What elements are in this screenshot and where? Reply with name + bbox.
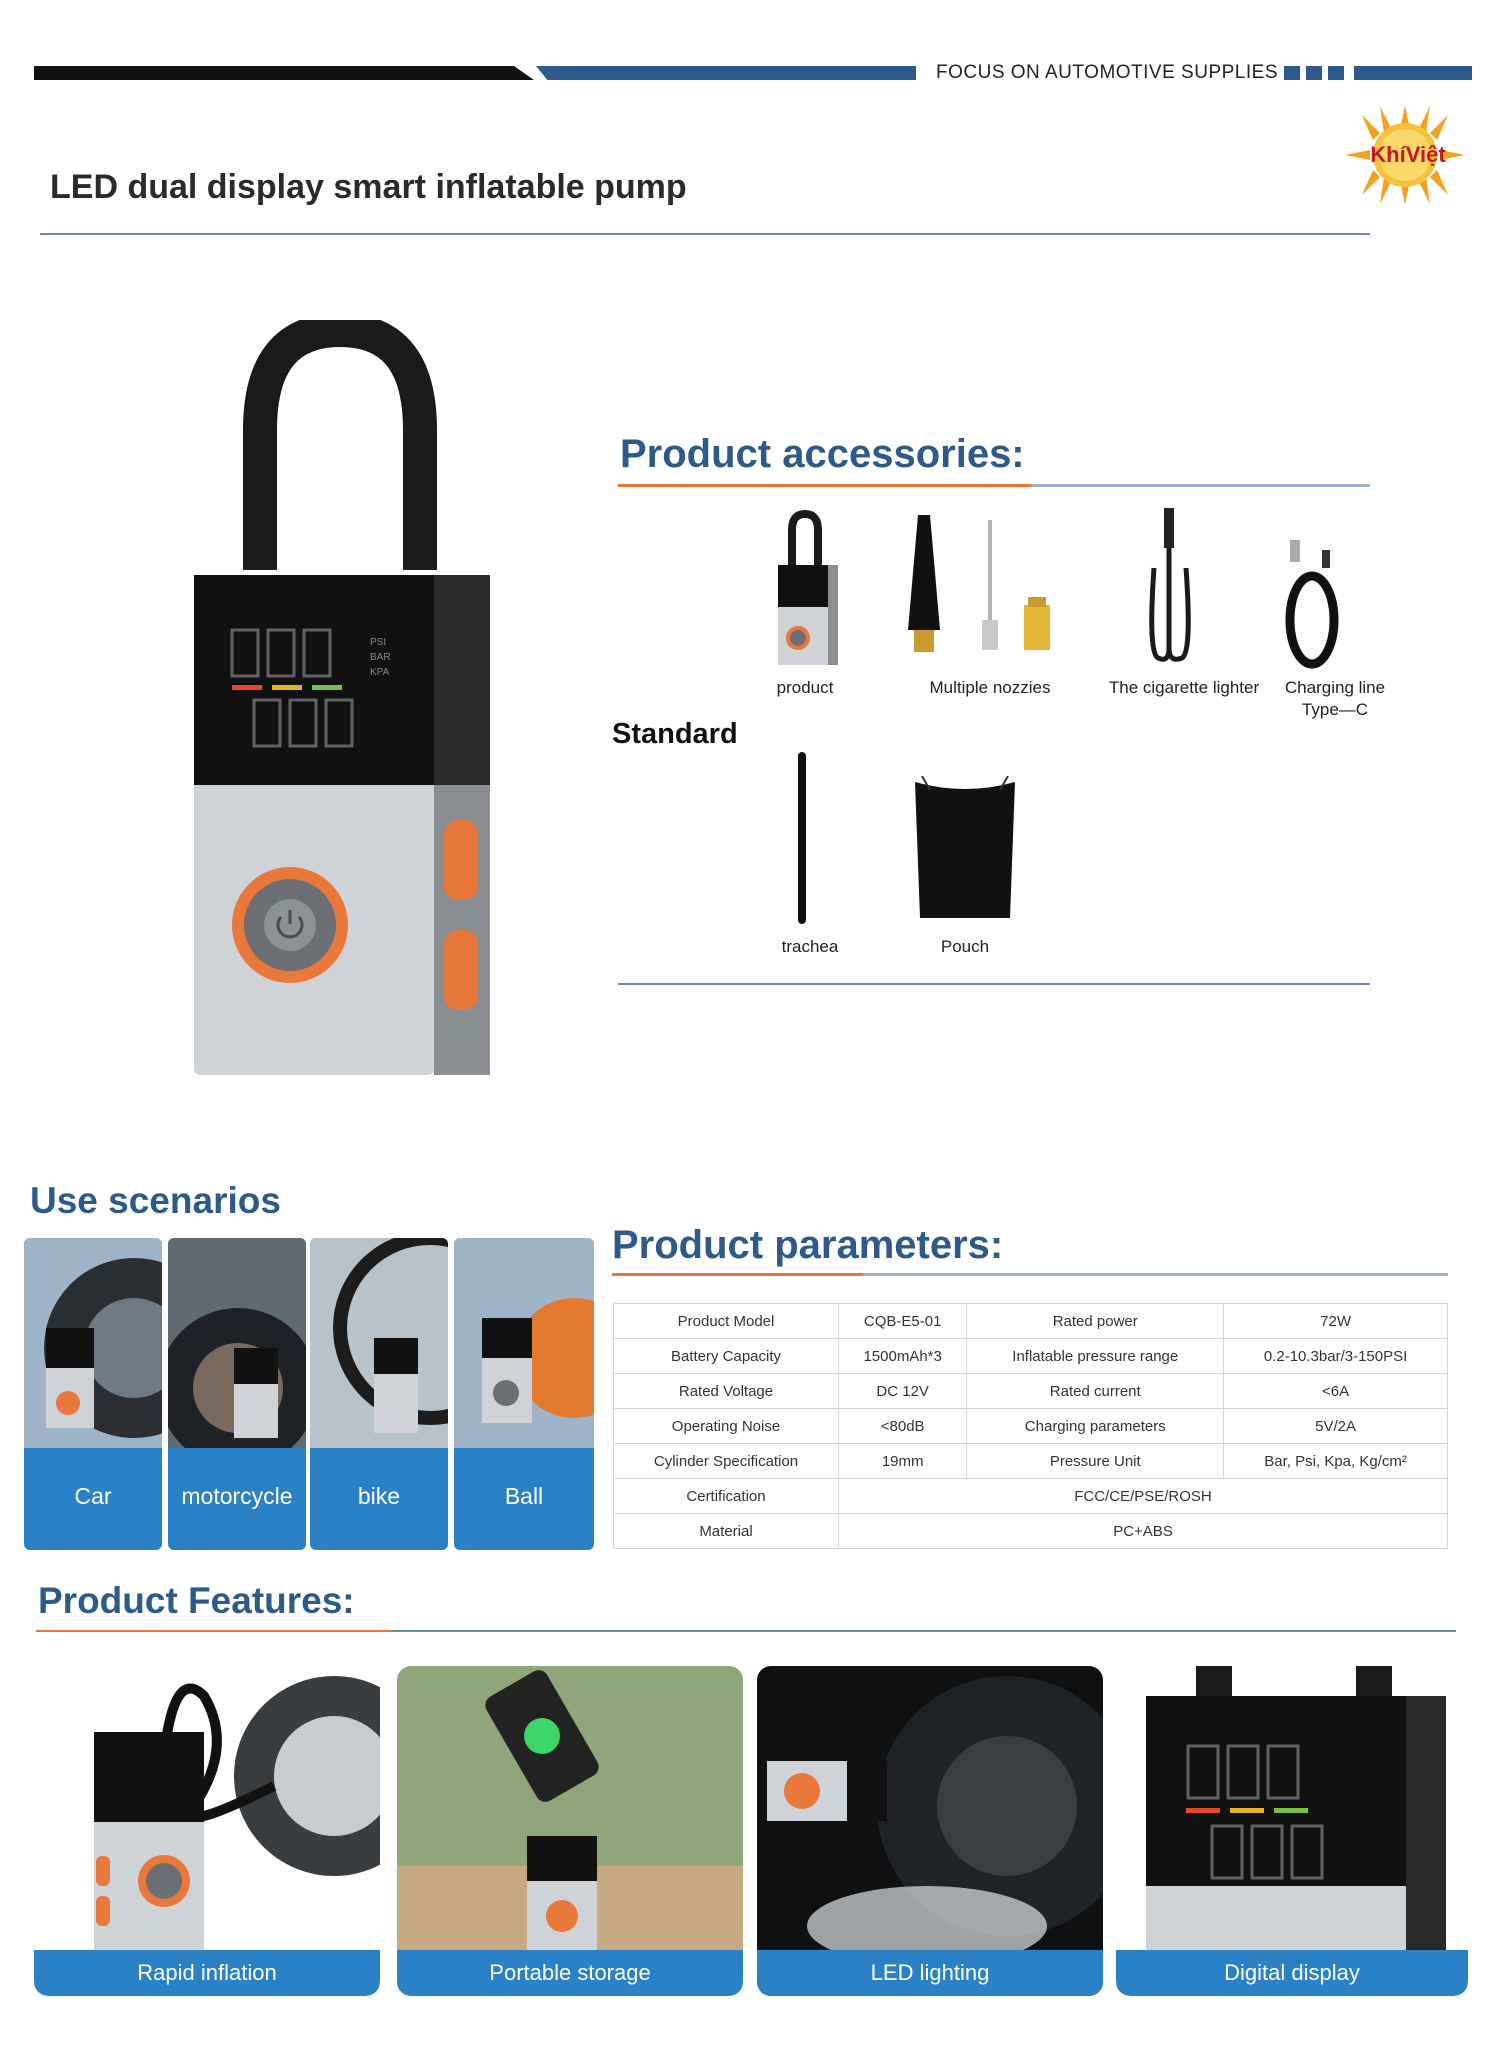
header-tagline: FOCUS ON AUTOMOTIVE SUPPLIES: [936, 62, 1278, 83]
feature-label-rapid-inflation: Rapid inflation: [34, 1950, 380, 1996]
header-band-black: [34, 66, 534, 80]
logo-text: KhíViệt: [1370, 142, 1446, 167]
table-cell: 0.2-10.3bar/3-150PSI: [1224, 1339, 1448, 1374]
table-cell: <80dB: [839, 1409, 967, 1444]
accessory-charging-line-image: [1282, 540, 1342, 670]
table-row: [614, 1339, 1448, 1374]
table-row: [614, 1304, 1448, 1339]
table-cell: Certification: [614, 1479, 839, 1514]
scenario-label-car: Car: [74, 1483, 112, 1509]
scenario-label-ball: Ball: [504, 1483, 544, 1509]
table-cell: Product Model: [614, 1304, 839, 1339]
table-cell: Cylinder Specification: [614, 1444, 839, 1479]
scenario-label-bike: bike: [357, 1483, 401, 1509]
parameters-title: Product parameters:: [612, 1223, 1004, 1267]
accessory-label-charging-line-type: Type—C: [1301, 700, 1369, 719]
scenario-card-motorcycle: [168, 1238, 306, 1550]
display-psi: PSI: [370, 637, 387, 648]
accessory-cigarette-lighter-image: [1140, 508, 1200, 668]
accessory-pouch-image: [910, 776, 1020, 924]
header-band-blue-right: [1354, 66, 1472, 80]
table-cell: CQB-E5-01: [839, 1304, 967, 1339]
table-cell: Rated current: [967, 1374, 1224, 1409]
feature-label-portable-storage: Portable storage: [397, 1950, 743, 1996]
accessory-label-pouch: Pouch: [940, 937, 990, 956]
table-cell: DC 12V: [839, 1374, 967, 1409]
parameters-table: [613, 1303, 1448, 1549]
display-kpa: KPA: [370, 667, 390, 678]
accessories-bottom-rule: [618, 983, 1370, 985]
accessory-label-product: product: [776, 678, 834, 697]
table-cell: <6A: [1224, 1374, 1448, 1409]
accessory-label-trachea: trachea: [781, 937, 839, 956]
table-cell: Rated power: [967, 1304, 1224, 1339]
table-cell: Rated Voltage: [614, 1374, 839, 1409]
table-row: [614, 1374, 1448, 1409]
header-square: [1284, 66, 1300, 80]
accessory-product-image: [770, 510, 840, 670]
accessory-nozzles-image: [900, 515, 1060, 665]
scenarios-title: Use scenarios: [30, 1180, 281, 1221]
header-square: [1306, 66, 1322, 80]
display-bar: BAR: [370, 652, 391, 663]
feature-card-digital-display: [1116, 1666, 1468, 1996]
feature-card-portable-storage: [397, 1666, 743, 1996]
feature-label-digital-display: Digital display: [1116, 1950, 1468, 1996]
table-cell: Pressure Unit: [967, 1444, 1224, 1479]
accessories-title: Product accessories:: [620, 432, 1025, 476]
accessory-label-cigarette-lighter: The cigarette lighter: [1108, 678, 1260, 697]
accessories-underline: [618, 484, 1370, 487]
table-cell: 5V/2A: [1224, 1409, 1448, 1444]
title-rule: [40, 233, 1370, 235]
table-cell: Inflatable pressure range: [967, 1339, 1224, 1374]
scenario-card-car: [24, 1238, 162, 1550]
table-cell: 72W: [1224, 1304, 1448, 1339]
accessory-trachea-image: [792, 752, 812, 924]
features-underline: [36, 1630, 1456, 1632]
standard-label: Standard: [612, 718, 738, 750]
feature-card-led-lighting: [757, 1666, 1103, 1996]
header-band-blue: [536, 66, 916, 80]
accessory-label-charging-line: Charging line: [1284, 678, 1386, 697]
feature-label-led-lighting: LED lighting: [757, 1950, 1103, 1996]
brand-logo: [1340, 100, 1470, 210]
table-row: [614, 1514, 1448, 1549]
table-row: [614, 1409, 1448, 1444]
scenario-card-bike: [310, 1238, 448, 1550]
hero-product-image: [180, 320, 500, 1080]
table-cell: Battery Capacity: [614, 1339, 839, 1374]
table-cell: Material: [614, 1514, 839, 1549]
feature-card-rapid-inflation: [34, 1666, 380, 1996]
features-title: Product Features:: [38, 1580, 355, 1621]
scenario-card-ball: [454, 1238, 594, 1550]
parameters-underline: [612, 1273, 1448, 1276]
page-title: LED dual display smart inflatable pump: [50, 168, 687, 206]
scenario-label-motorcycle: motorcycle: [181, 1483, 293, 1509]
table-cell: Charging parameters: [967, 1409, 1224, 1444]
table-cell: Bar, Psi, Kpa, Kg/cm²: [1224, 1444, 1448, 1479]
table-cell: FCC/CE/PSE/ROSH: [839, 1479, 1448, 1514]
table-cell: 19mm: [839, 1444, 967, 1479]
table-cell: Operating Noise: [614, 1409, 839, 1444]
accessory-label-nozzles: Multiple nozzies: [929, 678, 1051, 697]
table-cell: PC+ABS: [839, 1514, 1448, 1549]
table-cell: 1500mAh*3: [839, 1339, 967, 1374]
header-square: [1328, 66, 1344, 80]
table-row: [614, 1444, 1448, 1479]
table-row: [614, 1479, 1448, 1514]
